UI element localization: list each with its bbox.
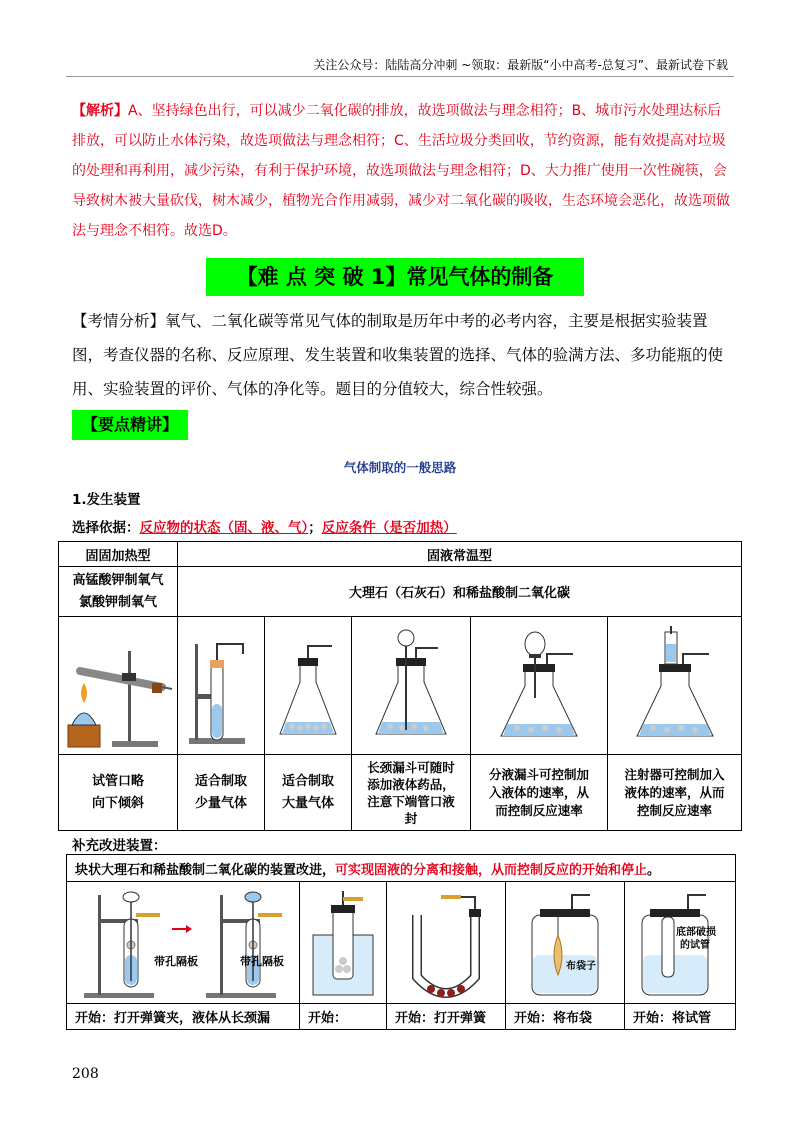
- basis-part1: 反应物的状态（固、液、气）: [139, 520, 309, 536]
- right-reaction: 大理石（石灰石）和稀盐酸制二氧化碳: [178, 567, 742, 617]
- page-number: 208: [72, 1066, 99, 1082]
- improved-head-black: 块状大理石和稀盐酸制二氧化碳的装置改进，: [75, 862, 336, 878]
- analysis-body: A、坚持绿色出行，可以减少二氧化碳的排放，故选项做法与理念相符；B、城市污水处理达标后排放，可以防止水体污染，故选项做法与理念相符；C、生活垃圾分类回收，节约资源，能有效提高对垃圾的处理和再利用，减少污染，有利于保护环境，故选项做法与理念相符；D、大力推广使用一次性碗筷，会导致树木被大量砍伐，树木减少，植物光合作用减弱，减少对二氧化碳的吸收，生态环境会恶化，故选项做法与理念不相符。故选D。: [72, 103, 730, 239]
- basis-sep: ；: [308, 520, 322, 536]
- key-points-title: 【要点精讲】: [81, 415, 178, 434]
- tube-label-1: 底部破损: [676, 926, 716, 938]
- note-4-line1: 长颈漏斗可随时: [367, 759, 455, 775]
- head-solid-liquid: 固液常温型: [178, 542, 742, 567]
- section1-heading: 1.发生装置: [72, 492, 141, 508]
- note-5: [471, 755, 608, 831]
- selection-basis: [72, 516, 457, 536]
- note-6: [608, 755, 742, 831]
- img-long-funnel-flask: [352, 617, 471, 755]
- start-5: 开始：将试管: [625, 1004, 736, 1030]
- reaction-kmno4: 高锰酸钾制氧气: [72, 572, 164, 588]
- basis-part2: 反应条件（是否加热）: [321, 520, 457, 536]
- improved-head: [67, 855, 736, 882]
- note-1-line1: 试管口略: [91, 773, 144, 789]
- img-large-flask: [265, 617, 352, 755]
- board-label-1: 带孔隔板: [154, 954, 198, 968]
- note-6-line2: 液体的速率，从而: [624, 784, 725, 800]
- subtitle: 气体制取的一般思路: [343, 460, 457, 475]
- note-2-line2: 少量气体: [194, 795, 247, 811]
- head-solid-heating: 固固加热型: [59, 542, 178, 567]
- exam-analysis: 【考情分析】氧气、二氧化碳等常见气体的制取是历年中考的必考内容，主要是根据实验装置图，考查仪器的名称、反应原理、发生装置和收集装置的选择、气体的验满方法、多功能瓶的使用、实验装置的评价、气体的净化等。题目的分值较大，综合性较强。: [72, 312, 724, 398]
- board-label-2: 带孔隔板: [240, 954, 284, 968]
- section-title: 【难 点 突 破 1】常见气体的制备: [236, 265, 554, 289]
- analysis-tag: 【解析】: [72, 103, 128, 119]
- section-title-bar: [206, 258, 584, 296]
- img-broken-tube: [625, 882, 736, 1004]
- note-4-line2: 添加液体药品，: [367, 776, 455, 792]
- note-5-line2: 入液体的速率，从: [488, 784, 589, 800]
- note-6-line3: 控制反应速率: [636, 802, 712, 818]
- start-2: 开始：: [300, 1004, 387, 1030]
- page-header: 关注公众号：陆陆高分冲刺 ~领取：最新版“小中高考-总复习”、最新试卷下载: [313, 58, 728, 72]
- note-5-line1: 分液漏斗可控制加: [488, 766, 589, 782]
- img-separatory-funnel-flask: [471, 617, 608, 755]
- left-reactions: [59, 567, 178, 617]
- img-small-tube-stand: [178, 617, 265, 755]
- img-u-tube: [387, 882, 506, 1004]
- note-1-line2: 向下倾斜: [91, 795, 144, 811]
- key-points-bar: [72, 410, 188, 440]
- note-4: [352, 755, 471, 831]
- note-3-line2: 大量气体: [281, 795, 334, 811]
- basis-label: 选择依据：: [72, 520, 140, 536]
- note-2: [178, 755, 265, 831]
- note-4-line3: 注意下端管口液: [367, 793, 455, 809]
- img-cloth-bag: [506, 882, 625, 1004]
- tube-label-2: 的试管: [680, 939, 710, 951]
- improved-head-red: 可实现固液的分离和接触，从而控制反应的开始和停止: [335, 862, 648, 878]
- note-5-line3: 而控制反应速率: [495, 802, 583, 818]
- img-syringe-flask: [608, 617, 742, 755]
- note-2-line1: 适合制取: [194, 773, 247, 789]
- start-1: 开始：打开弹簧夹，液体从长颈漏: [67, 1004, 300, 1030]
- bag-label: 布袋子: [566, 960, 596, 972]
- start-4: 开始：将布袋: [506, 1004, 625, 1030]
- reaction-kclo3: 氯酸钾制氧气: [78, 594, 157, 610]
- supplement-heading: 补充改进装置：: [72, 838, 167, 854]
- note-3: [265, 755, 352, 831]
- img-beaker-tube: [300, 882, 387, 1004]
- header-divider: [66, 76, 734, 77]
- analysis-paragraph: [72, 96, 732, 246]
- img-perforated-board: [67, 882, 300, 1004]
- note-6-line1: 注射器可控制加入: [624, 766, 725, 782]
- start-3: 开始：打开弹簧: [387, 1004, 506, 1030]
- note-4-line4: 封: [404, 810, 418, 826]
- img-heating-apparatus: [59, 617, 178, 755]
- improved-devices-table: [66, 854, 736, 1030]
- note-3-line1: 适合制取: [281, 773, 334, 789]
- generator-table: [58, 541, 742, 831]
- note-1: [59, 755, 178, 831]
- improved-head-end: 。: [647, 862, 661, 878]
